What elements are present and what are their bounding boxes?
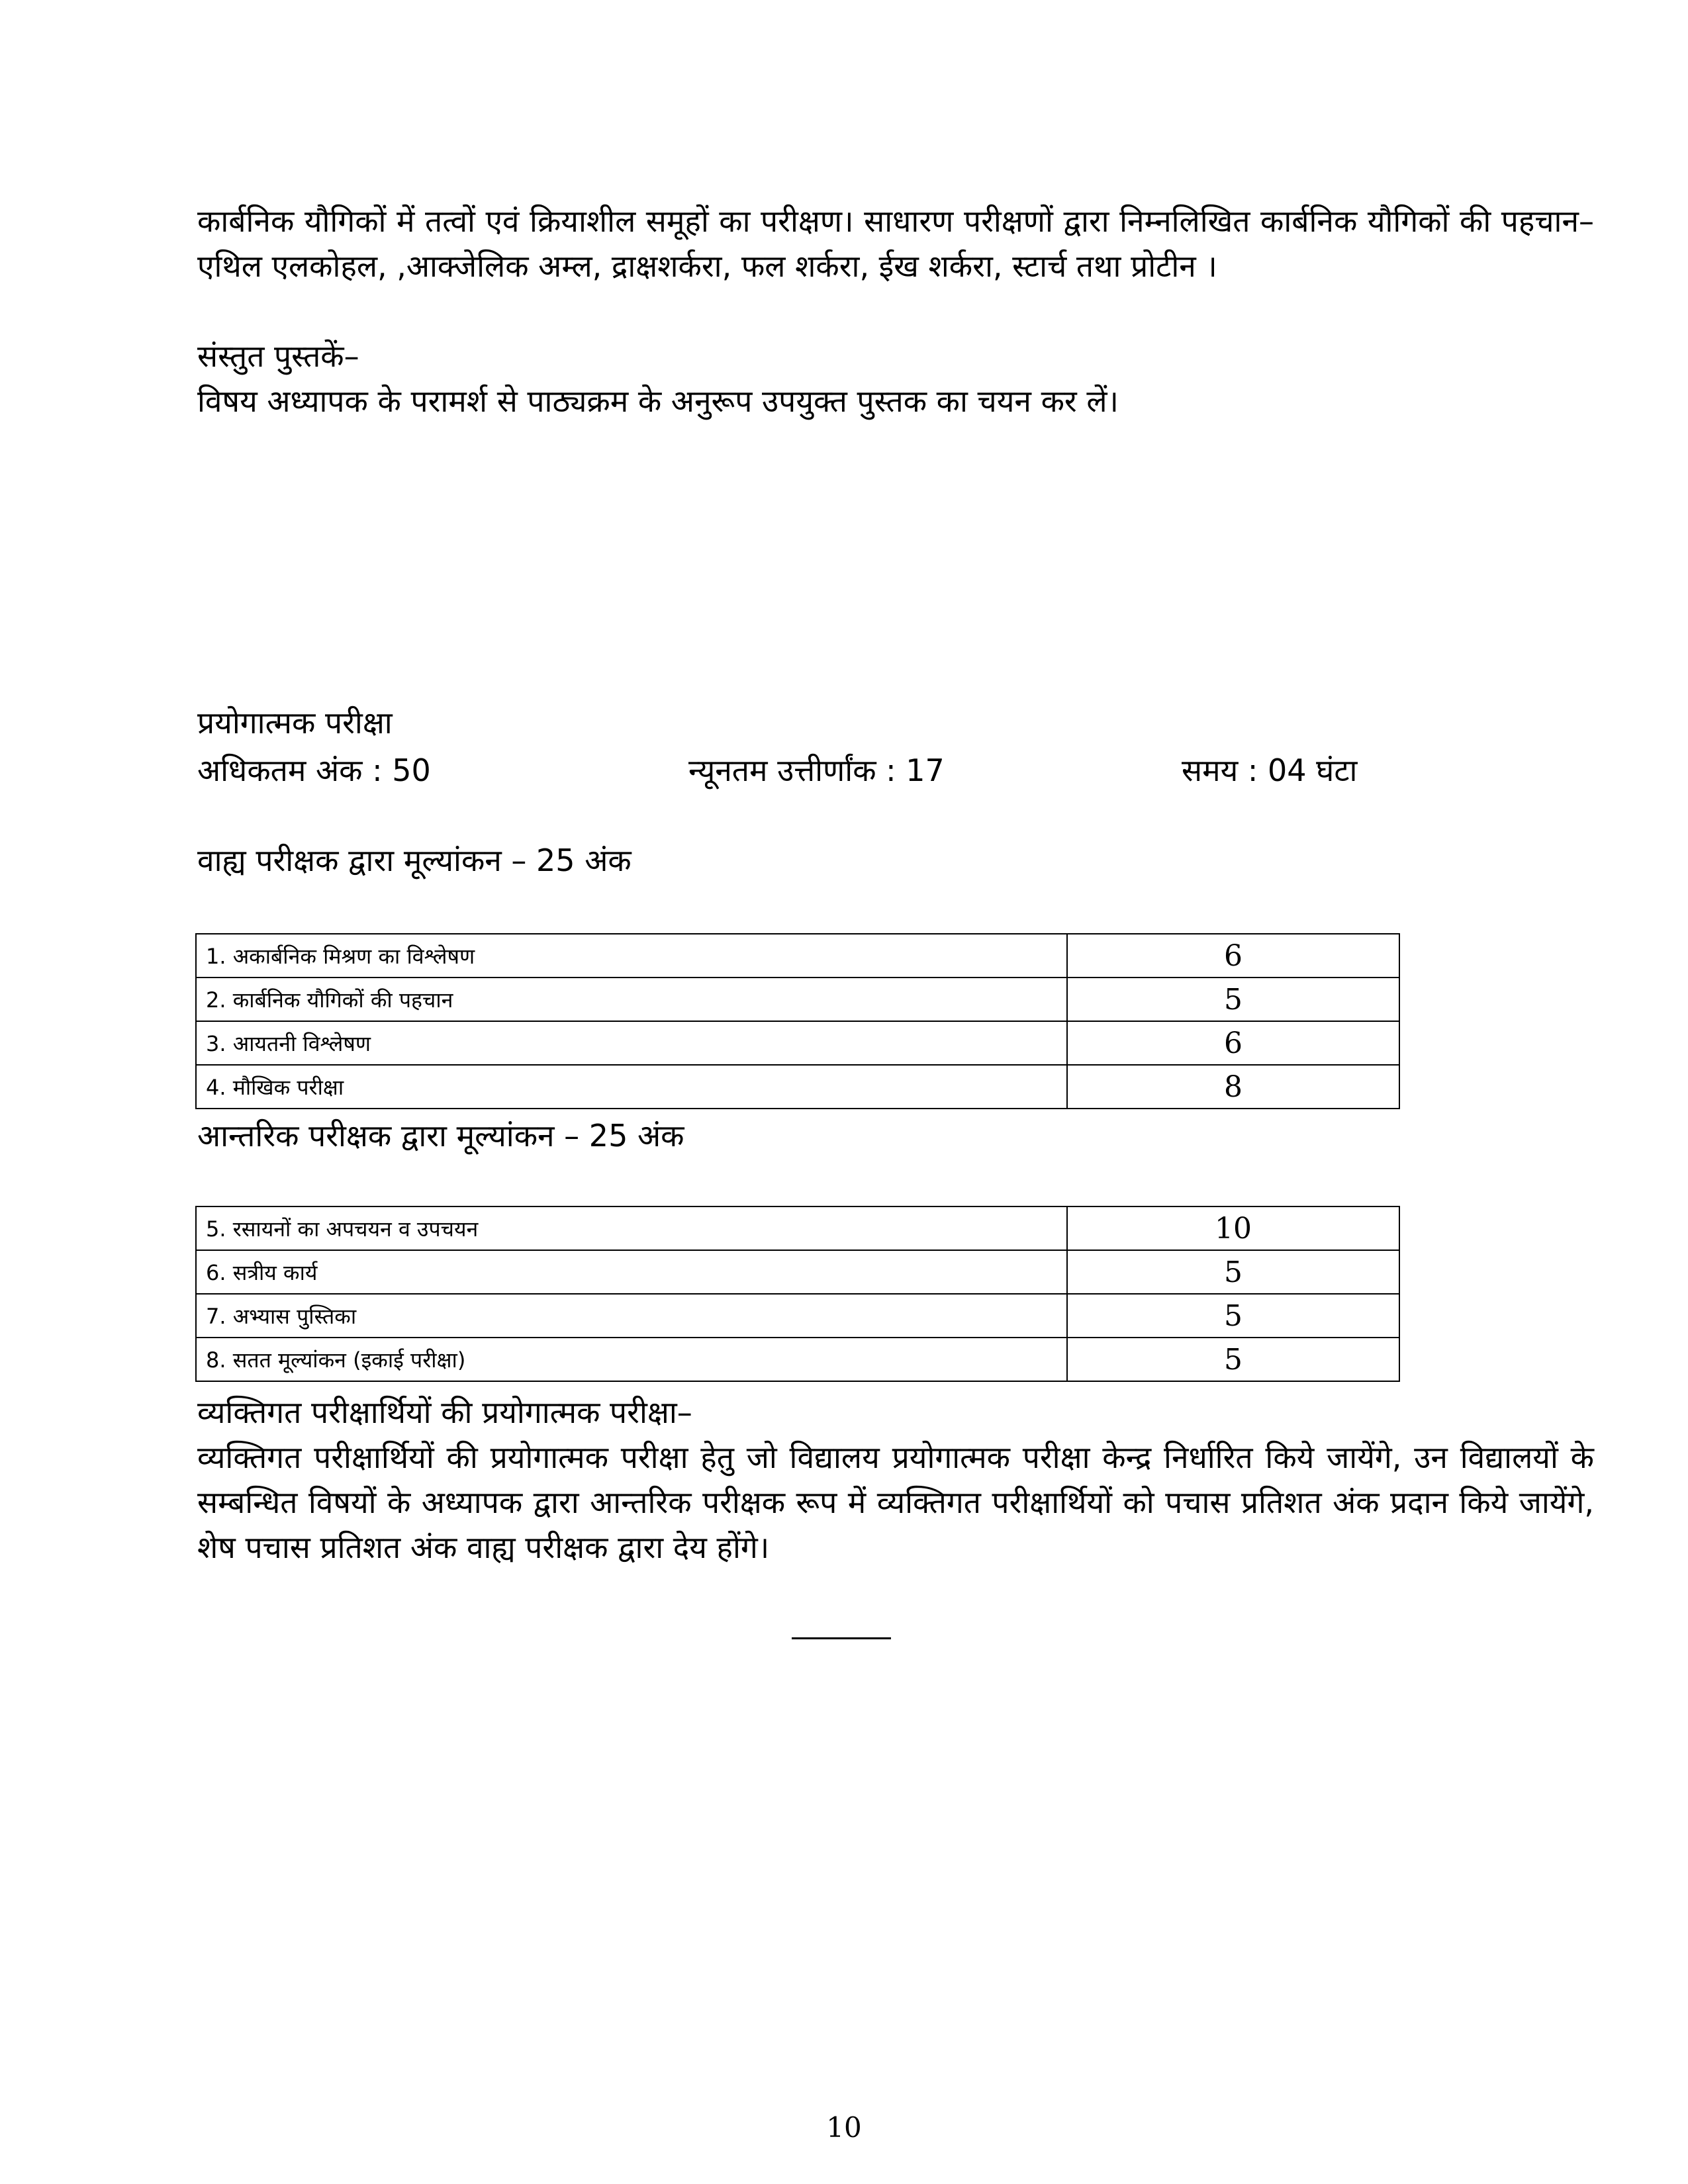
recommended-books-heading: संस्तुत पुस्तकें–	[197, 338, 359, 374]
row-label: 8. सतत मूल्यांकन (इकाई परीक्षा)	[196, 1338, 1067, 1381]
row-marks: 10	[1067, 1206, 1399, 1250]
row-marks: 5	[1067, 1294, 1399, 1338]
table-row	[196, 1338, 1399, 1381]
row-marks: 6	[1067, 1021, 1399, 1065]
row-label: 1. अकार्बनिक मिश्रण का विश्लेषण	[196, 934, 1067, 978]
external-assessment-heading: वाह्य परीक्षक द्वारा मूल्यांकन – 25 अंक	[197, 842, 632, 878]
private-candidates-heading: व्यक्तिगत परीक्षार्थियों की प्रयोगात्मक परीक्षा–	[197, 1394, 692, 1430]
max-marks: अधिकतम अंक : 50	[197, 752, 431, 788]
exam-time: समय : 04 घंटा	[1182, 752, 1358, 788]
table-row	[196, 1021, 1399, 1065]
end-rule	[792, 1637, 891, 1639]
internal-assessment-heading: आन्तरिक परीक्षक द्वारा मूल्यांकन – 25 अंक	[197, 1118, 684, 1154]
row-marks: 5	[1067, 1338, 1399, 1381]
row-label: 7. अभ्यास पुस्तिका	[196, 1294, 1067, 1338]
row-label: 3. आयतनी विश्लेषण	[196, 1021, 1067, 1065]
row-label: 4. मौखिक परीक्षा	[196, 1065, 1067, 1109]
row-label: 2. कार्बनिक यौगिकों की पहचान	[196, 978, 1067, 1021]
table-row	[196, 1250, 1399, 1294]
row-label: 6. सत्रीय कार्य	[196, 1250, 1067, 1294]
row-marks: 6	[1067, 934, 1399, 978]
recommended-books-text: विषय अध्यापक के परामर्श से पाठ्यक्रम के अनुरूप उपयुक्त पुस्तक का चयन कर लें।	[197, 383, 1119, 419]
intro-paragraph: कार्बनिक यौगिकों में तत्वों एवं क्रियाशील समूहों का परीक्षण। साधारण परीक्षणों द्वारा निम्नलिखित कार्बनिक यौगिकों की पहचान–एथिल एलकोहल, ,आक्जेलिक अम्ल, द्राक्षशर्करा, फल शर्करा, ईख शर्करा, स्टार्च तथा प्रोटीन ।	[197, 203, 1594, 284]
practical-exam-title: प्रयोगात्मक परीक्षा	[197, 705, 393, 741]
external-marks-table	[195, 933, 1400, 1109]
internal-marks-table	[195, 1206, 1400, 1382]
table-row	[196, 1065, 1399, 1109]
page-number: 10	[826, 2111, 862, 2144]
row-marks: 5	[1067, 1250, 1399, 1294]
table-row	[196, 1294, 1399, 1338]
row-marks: 8	[1067, 1065, 1399, 1109]
private-candidates-text: व्यक्तिगत परीक्षार्थियों की प्रयोगात्मक परीक्षा हेतु जो विद्यालय प्रयोगात्मक परीक्षा केन्द्र निर्धारित किये जायेंगे, उन विद्यालयों के सम्बन्धित विषयों के अध्यापक द्वारा आन्तरिक परीक्षक रूप में व्यक्तिगत परीक्षार्थियों को पचास प्रतिशत अंक प्रदान किये जायेंगे, शेष पचास प्रतिशत अंक वाह्य परीक्षक द्वारा देय होंगे।	[197, 1439, 1594, 1565]
min-pass-marks: न्यूनतम उत्तीर्णांक : 17	[688, 752, 945, 788]
table-row	[196, 934, 1399, 978]
row-label: 5. रसायनों का अपचयन व उपचयन	[196, 1206, 1067, 1250]
table-row	[196, 1206, 1399, 1250]
table-row	[196, 978, 1399, 1021]
row-marks: 5	[1067, 978, 1399, 1021]
